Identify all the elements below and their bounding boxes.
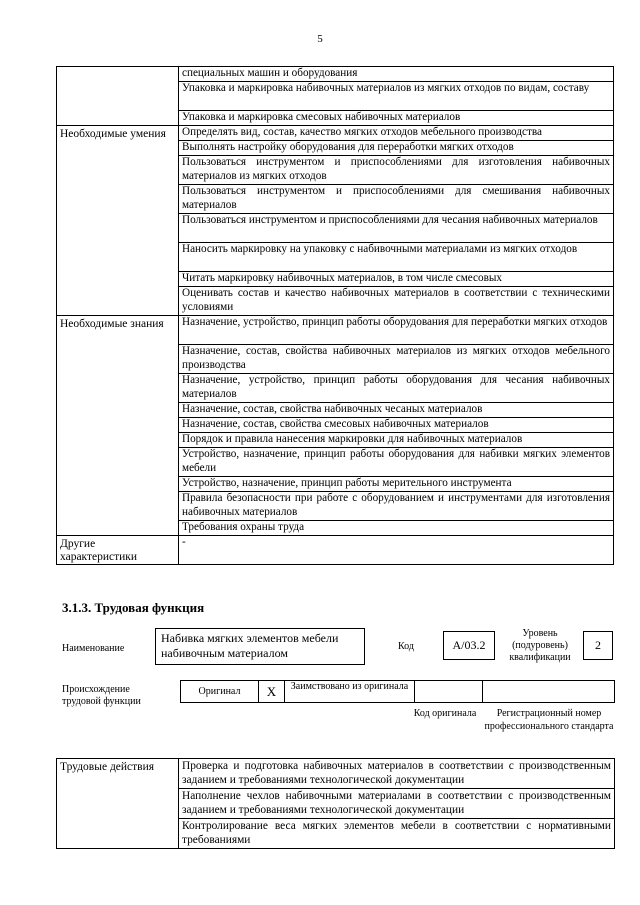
table-row: [57, 759, 615, 789]
table-cell: Оценивать состав и качество набивочных материалов в соответствии с техническими условиями: [179, 287, 614, 316]
table-cell: Правила безопасности при работе с оборудованием и инструментами для изготовления набивочных материалов: [179, 492, 614, 521]
table-cell: Назначение, устройство, принцип работы оборудования для чесания набивочных материалов: [179, 374, 614, 403]
code-value-box: А/03.2: [443, 631, 495, 660]
skills-knowledge-table: [56, 66, 614, 565]
table-cell: Упаковка и маркировка набивочных материалов из мягких отходов по видам, составу: [179, 82, 614, 111]
labor-actions-label: Трудовые действия: [57, 759, 179, 849]
skills-label: Необходимые умения: [57, 126, 179, 316]
table-cell: Пользоваться инструментом и приспособлениями для изготовления набивочных материалов из мягких отходов: [179, 156, 614, 185]
level-value-box: 2: [583, 631, 613, 660]
origin-label: Происхождение трудовой функции: [62, 684, 141, 707]
table-cell: Пользоваться инструментом и приспособлениями для смешивания набивочных материалов: [179, 185, 614, 214]
origin-table: [180, 680, 615, 703]
reg-number-cell: [483, 681, 615, 703]
table-cell: Устройство, назначение, принцип работы мерительного инструмента: [179, 477, 614, 492]
function-name-box: Набивка мягких элементов мебели набивочным материалом: [155, 628, 365, 665]
row-label: [57, 67, 179, 126]
labor-actions-table: [56, 758, 615, 849]
table-cell: Проверка и подготовка набивочных материалов в соответствии с производственным заданием и требованиями технологической документации: [179, 759, 615, 789]
other-label: Другие характеристики: [57, 536, 179, 565]
original-code-label: Код оригинала: [413, 708, 477, 719]
original-mark: X: [259, 681, 285, 703]
table-cell: -: [179, 536, 614, 565]
code-label: Код: [398, 641, 414, 652]
table-cell: Назначение, состав, свойства набивочных материалов из мягких отходов мебельного производства: [179, 345, 614, 374]
table-cell: Упаковка и маркировка смесовых набивочных материалов: [179, 111, 614, 126]
table-cell: Назначение, состав, свойства набивочных чесаных материалов: [179, 403, 614, 418]
table-cell: Читать маркировку набивочных материалов, в том числе смесовых: [179, 272, 614, 287]
table-cell: Порядок и правила нанесения маркировки для набивочных материалов: [179, 433, 614, 448]
table-cell: Назначение, состав, свойства смесовых набивочных материалов: [179, 418, 614, 433]
table-row: [57, 126, 614, 141]
knowledge-label: Необходимые знания: [57, 316, 179, 536]
original-code-cell: [415, 681, 483, 703]
table-row: [57, 536, 614, 565]
original-label: Оригинал: [181, 681, 259, 703]
table-cell: Требования охраны труда: [179, 521, 614, 536]
table-row: [57, 67, 614, 82]
table-cell: специальных машин и оборудования: [179, 67, 614, 82]
table-cell: Наносить маркировку на упаковку с набивочными материалами из мягких отходов: [179, 243, 614, 272]
table-cell: Определять вид, состав, качество мягких отходов мебельного производства: [179, 126, 614, 141]
section-heading: 3.1.3. Трудовая функция: [62, 600, 205, 615]
table-cell: Наполнение чехлов набивочными материалами в соответствии с производственным заданием и требованиями технологической документации: [179, 789, 615, 819]
level-label: Уровень (подуровень) квалификации: [509, 628, 571, 663]
page-number: 5: [317, 33, 323, 45]
table-cell: Контролирование веса мягких элементов мебели в соответствии с нормативными требованиями: [179, 819, 615, 849]
table-cell: Выполнять настройку оборудования для переработки мягких отходов: [179, 141, 614, 156]
name-label: Наименование: [62, 643, 125, 654]
borrowed-label: Заимствовано из оригинала: [285, 681, 415, 703]
table-cell: Пользоваться инструментом и приспособлениями для чесания набивочных материалов: [179, 214, 614, 243]
table-cell: Назначение, устройство, принцип работы оборудования для переработки мягких отходов: [179, 316, 614, 345]
reg-number-label: Регистрационный номер профессионального стандарта: [484, 708, 614, 732]
table-row: [57, 316, 614, 345]
table-cell: Устройство, назначение, принцип работы оборудования для набивки мягких элементов мебели: [179, 448, 614, 477]
